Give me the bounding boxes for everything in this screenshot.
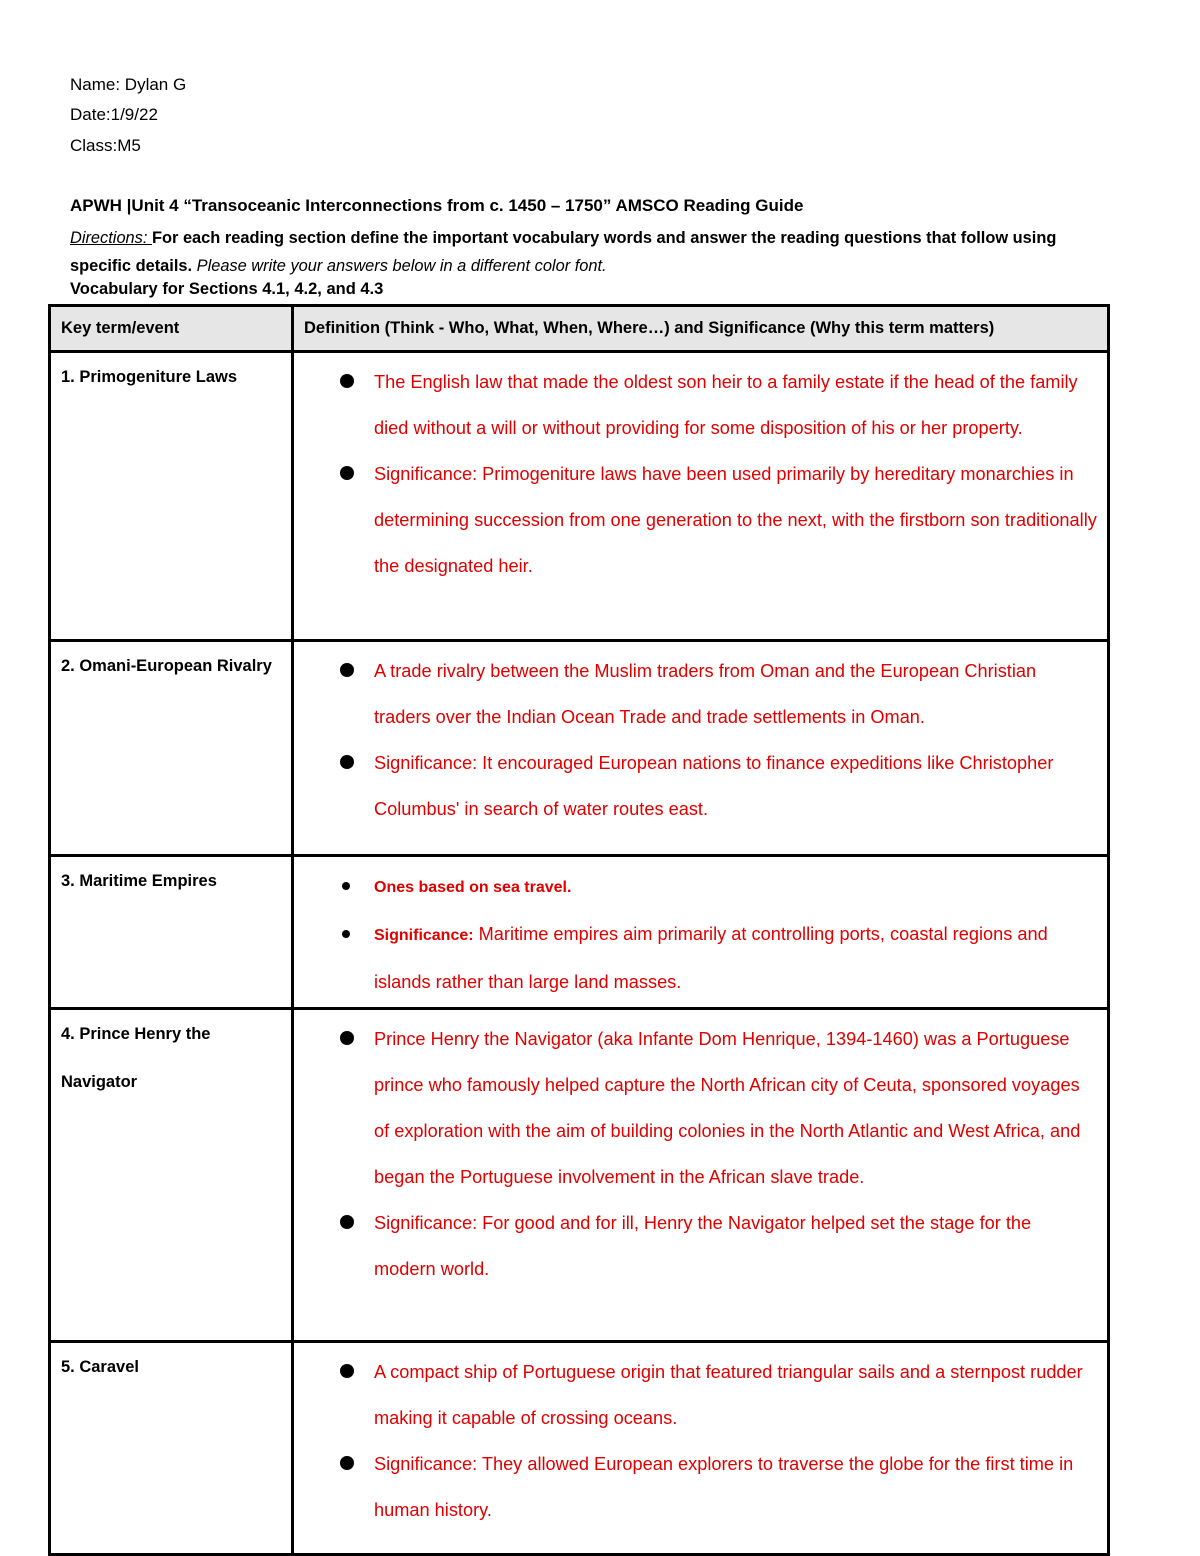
term-label: 3. Maritime Empires <box>61 872 217 890</box>
definition-cell <box>293 352 1109 641</box>
column-header-definition: Definition (Think - Who, What, When, Where…) and Significance (Why this term matters) <box>293 306 1109 352</box>
bullet-icon <box>340 1031 354 1045</box>
bullet-icon <box>340 1456 354 1470</box>
term-label: 5. Caravel <box>61 1358 139 1376</box>
definition-item <box>294 359 1097 451</box>
definition-item <box>294 863 1097 911</box>
vocab-heading: Vocabulary for Sections 4.1, 4.2, and 4.3 <box>70 280 384 298</box>
significance-item <box>294 740 1097 832</box>
directions <box>70 224 1110 280</box>
term-label: 2. Omani-European Rivalry <box>61 657 272 675</box>
bullet-icon <box>342 930 350 938</box>
term-cell <box>50 856 293 1009</box>
term-cell <box>50 641 293 856</box>
bullet-icon <box>340 1364 354 1378</box>
class-field: Class:M5 <box>70 136 141 155</box>
column-header-term: Key term/event <box>50 306 293 352</box>
bullet-icon <box>342 882 350 890</box>
significance-text: Maritime empires aim primarily at controlling ports, coastal regions and islands rather than large land masses. <box>374 924 1048 992</box>
definition-text: Prince Henry the Navigator (aka Infante Dom Henrique, 1394-1460) was a Portuguese prince who famously helped capture the North African city of Ceuta, sponsored voyages of exploration with the aim of building colonies in the North Atlantic and West Africa, and began the Portuguese involvement in the African slave trade. <box>374 1029 1081 1187</box>
definition-item <box>294 1349 1097 1441</box>
definition-item <box>294 648 1097 740</box>
table-header-row <box>50 306 1109 352</box>
definition-cell <box>293 856 1109 1009</box>
term-cell <box>50 1009 293 1342</box>
definition-cell <box>293 1342 1109 1555</box>
significance-lead: Significance: <box>374 927 474 944</box>
table-row <box>50 352 1109 641</box>
name-field: Name: Dylan G <box>70 75 187 94</box>
bullet-icon <box>340 374 354 388</box>
bullet-icon <box>340 755 354 769</box>
bullet-icon <box>340 466 354 480</box>
significance-item <box>294 451 1097 589</box>
definition-item <box>294 1016 1097 1200</box>
definition-text: The English law that made the oldest son heir to a family estate if the head of the family died without a will or without providing for some disposition of his or her property. <box>374 372 1078 438</box>
significance-text: Significance: Primogeniture laws have been used primarily by hereditary monarchies in determining succession from one generation to the next, with the firstborn son traditionally the designated heir. <box>374 464 1097 576</box>
significance-item <box>294 1441 1097 1533</box>
date-field: Date:1/9/22 <box>70 105 158 124</box>
term-cell <box>50 1342 293 1555</box>
definition-text: A trade rivalry between the Muslim traders from Oman and the European Christian traders over the Indian Ocean Trade and trade settlements in Oman. <box>374 661 1037 727</box>
term-label: 1. Primogeniture Laws <box>61 368 238 386</box>
definition-cell <box>293 641 1109 856</box>
significance-item <box>294 1200 1097 1292</box>
table-row <box>50 641 1109 856</box>
vocab-table <box>48 304 1110 1556</box>
significance-text: Significance: They allowed European explorers to traverse the globe for the first time in human history. <box>374 1454 1074 1520</box>
term-cell <box>50 352 293 641</box>
table-row <box>50 1342 1109 1555</box>
bullet-icon <box>340 663 354 677</box>
table-row <box>50 856 1109 1009</box>
document-title: APWH |Unit 4 “Transoceanic Interconnections from c. 1450 – 1750” AMSCO Reading Guide <box>70 196 804 215</box>
directions-note: Please write your answers below in a different color font. <box>192 257 607 275</box>
bullet-icon <box>340 1215 354 1229</box>
directions-label: Directions: <box>70 229 152 247</box>
definition-text: A compact ship of Portuguese origin that featured triangular sails and a sternpost rudder making it capable of crossing oceans. <box>374 1362 1083 1428</box>
significance-text: Significance: It encouraged European nations to finance expeditions like Christopher Columbus' in search of water routes east. <box>374 753 1054 819</box>
definition-text: Ones based on sea travel. <box>374 879 572 896</box>
significance-text: Significance: For good and for ill, Henry the Navigator helped set the stage for the modern world. <box>374 1213 1032 1279</box>
directions-text: For each reading section define the important vocabulary words and answer the reading questions that follow using specific details. <box>70 229 1057 275</box>
table-row <box>50 1009 1109 1342</box>
significance-item <box>294 911 1097 1005</box>
term-label: 4. Prince Henry the <box>61 1025 211 1043</box>
term-label-continued: Navigator <box>61 1073 138 1091</box>
definition-cell <box>293 1009 1109 1342</box>
